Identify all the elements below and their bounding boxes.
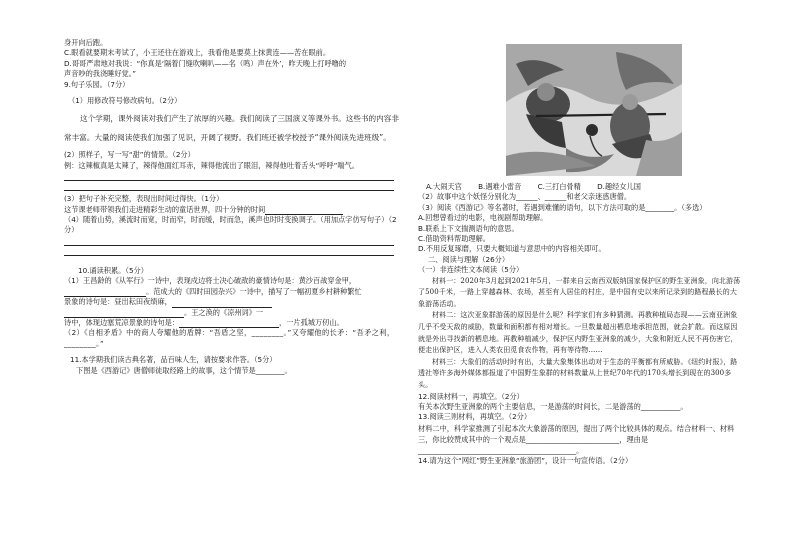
q10-line: 景象的诗句是：昼出耘田夜绩麻， — [64, 297, 400, 307]
option-d: D.哥哥严肃地对我说：“你真是‘隔着门缝吹喇叭——名（鸣）声在外’，昨天晚上打呼噜的 — [64, 58, 347, 68]
choice-b[interactable]: B.遇难小雷音 — [478, 182, 522, 191]
choice-a[interactable]: A.大闹天宫 — [426, 182, 462, 191]
material-1: 材料一：2020年3月起到2021年5月，一群来自云南西双版纳国家保护区的野生亚洲象，向北游荡了500千米，一路上穿越森林、农场，甚至有人居住的村庄，是中国有史以来所记录到的路程最长的大象游荡活动。 — [418, 276, 741, 308]
q11-3-option: C.借助资料帮助理解。 — [418, 234, 490, 244]
q9-3-title: (3）把句子补充完整，表现出时间过得快。（1分） — [64, 194, 224, 204]
illustration-image — [506, 44, 682, 176]
section-title: 二、阅读与理解（26分） — [428, 254, 510, 264]
q9-3-text: 这节课老师带领我们走进精彩生动的童话世界，四十分钟的时间 — [64, 205, 400, 215]
question-13-title: 13.阅读三则材料，再填空。（2分） — [418, 412, 532, 422]
q10-line: 。范成大的《四时田园杂兴》一诗中，描写了一幅初夏乡村耕种繁忙 — [64, 287, 400, 297]
q10-line: 诗中，体现边塞荒凉景象的诗句是： ，一片孤城万仞山。 — [64, 317, 344, 327]
question-10-title: 10.诵读积累。（5分） — [78, 265, 148, 275]
subsection-title: （一）非连续性文本阅读（5分） — [418, 265, 524, 275]
q11-3-option: B.联系上下文揣测语句的意思。 — [418, 223, 519, 233]
answer-line[interactable] — [64, 236, 394, 246]
question-9-title: 9.句子乐园。（7分） — [64, 79, 130, 89]
q9-1-passage: 这个学期，课外阅读对我们产生了浓厚的兴趣。我们阅读了三国演义等课外书。这些书的内容非常丰富。大量的阅读使我们加强了见识，开阔了视野。我们班还被学校授予“课外阅读先进班级”。 — [64, 114, 399, 143]
answer-line[interactable] — [64, 171, 394, 181]
q11-3-option: D.不用反复琢磨，只要大概知道与意思中的内容相关即可。 — [418, 244, 606, 254]
choice-c[interactable]: C.三打白骨精 — [537, 182, 581, 191]
q9-2-example: 例：这辣椒真是太辣了，辣得他面红耳赤，辣得他流出了眼泪，辣得他吐着舌头“呼呼”喘气。 — [64, 160, 359, 170]
material-3: 材料三：大象们的活动时时有出，大量大象集体出动对于生态的平衡都有所威胁。《纽约时报》，路透社等许多海外媒体都报道了中国野生象群的材料数量从上世纪70年代的170头增长到现在的300多头。 — [418, 357, 738, 389]
option-c: C.眼看就要期末考试了，小王还往在游戏上，我看他是要莫上抹黄连——苦在眼前。 — [64, 48, 331, 58]
q11-1-choices — [418, 182, 744, 192]
q9-2-title: (2）照样子，写一写“甜”的情景。（2分） — [64, 150, 195, 160]
q10-line: 。王之涣的《凉州词》一 — [64, 308, 400, 318]
answer-line[interactable] — [64, 246, 394, 256]
text-line: 身开向后跑。 — [64, 38, 108, 47]
question-11-title: 11.本学期我们读古典名著，品百味人生，请按要求作答。（5分） — [70, 355, 277, 365]
left-column — [64, 38, 400, 376]
answer-line[interactable] — [64, 181, 394, 191]
q9-1-title: （1）用修改符号修改病句。（2分） — [68, 96, 182, 106]
q11-3-option: A.回想曾看过的电影，电视剧帮助理解。 — [418, 213, 548, 223]
option-d-cont: 声音吵的我浇睡好觉。” — [64, 69, 136, 79]
q12-text: 有关本次野生亚洲象的两个主要信息，一是游荡的时间长，二是游荡的___________。 — [418, 402, 688, 411]
q10-2-text: （2）《自相矛盾》中的商人夸耀他的盾牌：“吾盾之坚，________。”又夸耀他的长矛：“吾矛之利，________。” — [64, 328, 395, 348]
choice-d[interactable]: D.趣经女儿国 — [597, 182, 641, 191]
material-2: 材料二：这次亚象群游荡的原因是什么呢？科学家们有多种猜测。再教种植局态现——云南亚洲象几乎不受天敌的威胁，数量和面积都有相对增长。一旦数量超出栖息地承担范围，就会扩散。而这原因就是外出寻找新的栖息地。再教种植减少，保护区内野生亚洲象的减少，大象和附近人民不再伤害它，便走出保护区，进入人类农田觅食农作物，再有等待物…… — [418, 311, 738, 355]
q11-text: 下图是《西游记》唐僧师徒取经路上的故事，这个情节是________。 — [76, 365, 292, 375]
q11-3-title: （3）阅读《西游记》等名著时，若遇到难懂的语句，以下方法可取的是________。（多选） — [418, 202, 707, 212]
question-14-title: 14.请为这个“网红”野生亚洲象“旅游团”，设计一句宣传语。（2分） — [418, 455, 633, 465]
question-12-title: 12.阅读材料一，再填空。（2分） — [418, 391, 524, 401]
right-column — [418, 44, 744, 466]
journey-west-illustration — [506, 44, 682, 176]
q10-line: （1）王昌龄的《从军行》一诗中，表现戍边将士决心破敌的豪情诗句是：黄沙百战穿金甲， — [64, 276, 357, 286]
q11-2-text: （2）故事中这个妖怪分别化为______、______和老父亲迷惑唐僧。 — [418, 192, 632, 202]
q13-text: 材料二中，科学家推测了引起本次大象游荡的原因，提出了两个比较具体的观点。结合材料一、材料三，你比较赞成其中的一个观点是__________________________，理由是____________________________________________。 — [418, 423, 735, 455]
q9-4-text: （4）随着山势，溪流时而宽，时而窄，时而缓，时而急，溪声也时时变换调子。（用加点字仿写句子）（2分） — [64, 215, 397, 235]
